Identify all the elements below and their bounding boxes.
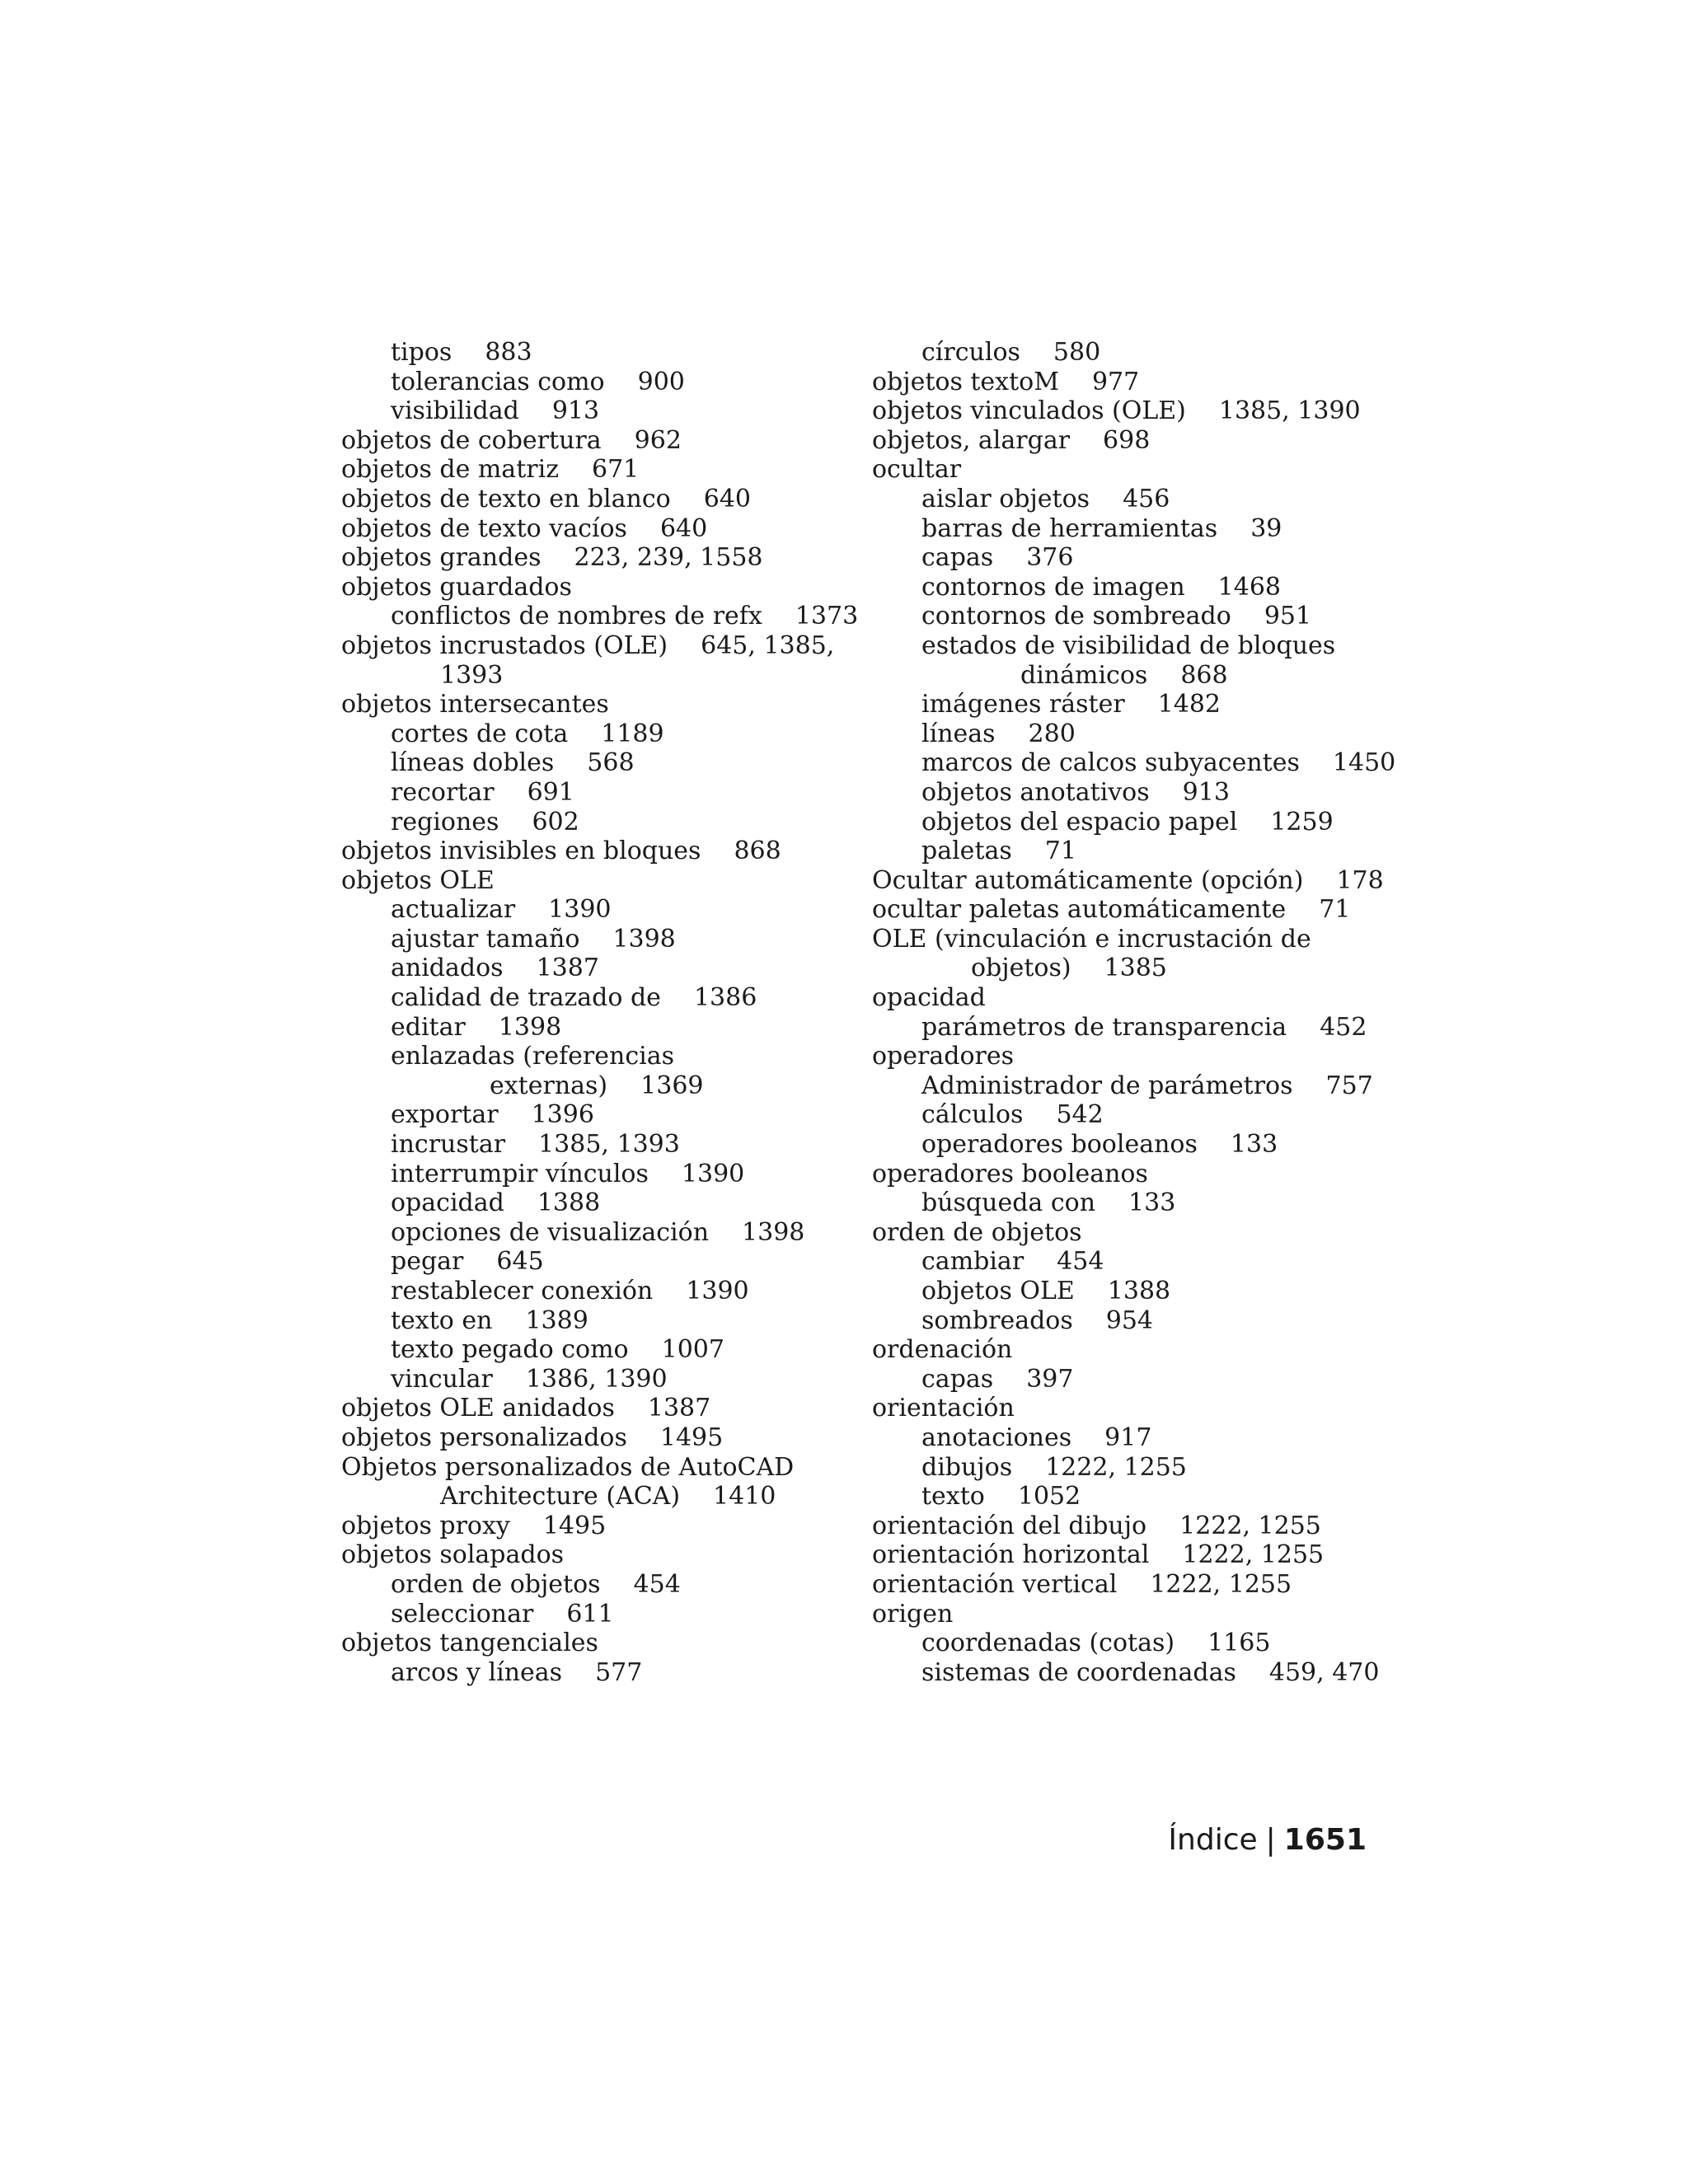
index-page-refs: 951 (1264, 602, 1312, 631)
index-page-refs: 900 (637, 367, 685, 396)
index-subentry (872, 1013, 1383, 1043)
index-page-refs: 1390 (681, 1159, 745, 1188)
index-term: objetos de matriz (341, 455, 559, 485)
index-term: objetos OLE (921, 1277, 1075, 1305)
index-term: barras de herramientas (921, 513, 1218, 543)
index-subentry (341, 808, 852, 837)
index-term: tolerancias como (391, 367, 605, 396)
index-term: objetos intersecantes (341, 690, 609, 719)
index-page-refs: 602 (532, 807, 579, 837)
index-term: parámetros de transparencia (921, 1012, 1287, 1042)
index-entry (872, 1160, 1383, 1189)
index-term: tipos (391, 338, 452, 367)
index-subentry (872, 631, 1383, 661)
index-subentry (341, 925, 852, 954)
index-subentry (872, 1100, 1383, 1130)
index-entry (341, 631, 852, 661)
index-term: objetos personalizados (341, 1422, 627, 1452)
index-term: vincular (391, 1364, 493, 1394)
index-term: objetos invisibles en bloques (341, 837, 701, 866)
index-term: orientación horizontal (872, 1540, 1150, 1570)
index-term: objetos anotativos (921, 777, 1150, 807)
index-page-refs: 691 (527, 777, 574, 807)
index-term: líneas dobles (391, 748, 555, 778)
index-subentry (341, 1247, 852, 1277)
index-page-refs: 577 (595, 1657, 643, 1687)
index-subentry (872, 1482, 1383, 1511)
index-entry (872, 925, 1383, 954)
index-term: editar (391, 1012, 466, 1042)
index-entry (872, 1218, 1383, 1248)
index-page-refs: 917 (1104, 1422, 1152, 1452)
index-term: interrumpir vínculos (391, 1159, 649, 1188)
index-page-refs: 39 (1250, 513, 1282, 543)
index-entry (341, 1482, 852, 1511)
index-entry (341, 1423, 852, 1453)
index-subentry (341, 1130, 852, 1160)
index-page-refs: 178 (1336, 865, 1384, 895)
index-page-refs: 757 (1325, 1071, 1373, 1100)
index-subentry (341, 983, 852, 1013)
index-term: enlazadas (referencias (391, 1042, 675, 1071)
index-term: opciones de visualización (391, 1217, 710, 1247)
index-page-refs: 1398 (742, 1217, 805, 1247)
index-subentry (341, 1218, 852, 1248)
index-subentry (341, 1365, 852, 1394)
index-entry (341, 455, 852, 485)
index-page-refs: 671 (592, 455, 640, 485)
index-term: estados de visibilidad de bloques (921, 630, 1336, 660)
index-page-refs: 1468 (1217, 572, 1282, 602)
index-page-refs: 1189 (601, 719, 664, 748)
index-subentry (872, 573, 1383, 602)
index-term: objetos guardados (341, 572, 572, 602)
index-term: ocultar (872, 455, 962, 485)
index-term: objetos) (971, 954, 1071, 983)
index-page-refs: 1495 (542, 1511, 607, 1540)
index-page-refs: 1165 (1207, 1629, 1271, 1658)
index-subentry (872, 1277, 1383, 1306)
index-subentry (872, 837, 1383, 866)
index-term: dinámicos (1020, 660, 1148, 690)
index-subentry (341, 1013, 852, 1043)
index-term: Ocultar automáticamente (opción) (872, 865, 1304, 895)
index-term: aislar objetos (921, 484, 1090, 513)
index-subentry (341, 396, 852, 426)
index-page-refs: 1396 (531, 1100, 594, 1130)
index-term: cambiar (921, 1247, 1025, 1277)
index-page-refs: 977 (1091, 367, 1140, 396)
index-subentry (872, 338, 1383, 368)
index-subentry (341, 1160, 852, 1189)
index-term: objetos de texto en blanco (341, 484, 671, 513)
index-subentry (872, 808, 1383, 837)
index-term: seleccionar (391, 1599, 534, 1629)
index-term: recortar (391, 777, 495, 807)
index-subentry (872, 1453, 1383, 1483)
index-page-refs: 454 (1057, 1247, 1104, 1277)
index-entry (872, 1570, 1383, 1600)
index-term: objetos de texto vacíos (341, 513, 627, 543)
index-term: objetos, alargar (872, 425, 1071, 455)
index-term: objetos solapados (341, 1540, 565, 1570)
index-entry (872, 455, 1383, 485)
index-page-refs: 1386, 1390 (525, 1364, 668, 1394)
index-entry (872, 1042, 1383, 1071)
index-term: sistemas de coordenadas (921, 1657, 1236, 1687)
index-subentry (872, 1306, 1383, 1336)
index-entry (341, 514, 852, 544)
index-subentry (341, 1335, 852, 1365)
index-term: líneas (921, 719, 996, 748)
index-term: objetos OLE (341, 865, 495, 895)
index-term: búsqueda con (921, 1188, 1096, 1218)
index-page-refs: 133 (1230, 1130, 1278, 1160)
index-term: opacidad (872, 983, 986, 1013)
index-page-refs: 1259 (1270, 807, 1334, 837)
index-term: sombreados (921, 1305, 1073, 1335)
index-subentry (341, 1277, 852, 1306)
index-page-refs: 1410 (713, 1482, 776, 1511)
index-subentry (872, 1188, 1383, 1218)
index-page-refs: 1222, 1255 (1179, 1511, 1321, 1540)
index-entry (341, 573, 852, 602)
index-column-left (341, 338, 859, 1687)
index-entry (872, 1600, 1383, 1629)
index-term: objetos tangenciales (341, 1629, 598, 1658)
index-entry (872, 954, 1383, 983)
index-subentry (872, 661, 1383, 691)
index-term: dibujos (921, 1452, 1013, 1482)
index-page-refs: 71 (1319, 895, 1351, 925)
index-term: capas (921, 543, 994, 573)
index-page-refs: 1385, 1390 (1218, 396, 1361, 426)
index-term: orientación (872, 1394, 1015, 1423)
index-page-refs: 1495 (659, 1422, 724, 1452)
index-term: objetos textoM (872, 367, 1059, 396)
index-term: externas) (490, 1071, 608, 1100)
index-subentry (872, 1365, 1383, 1394)
index-entry (872, 983, 1383, 1013)
index-page-refs: 962 (634, 425, 682, 455)
index-entry (341, 837, 852, 866)
index-subentry (872, 1658, 1383, 1688)
index-subentry (872, 602, 1383, 631)
index-subentry (341, 338, 852, 368)
index-term: arcos y líneas (391, 1657, 563, 1687)
index-column-right (872, 338, 1396, 1687)
index-term: contornos de imagen (921, 572, 1185, 602)
index-term: ocultar paletas automáticamente (872, 895, 1287, 925)
index-entry (872, 426, 1383, 456)
index-term: objetos grandes (341, 543, 542, 573)
index-subentry (341, 748, 852, 778)
index-term: visibilidad (391, 396, 519, 426)
index-subentry (872, 1130, 1383, 1160)
index-term: orden de objetos (391, 1569, 601, 1599)
index-term: orientación vertical (872, 1569, 1118, 1599)
index-term: OLE (vinculación e incrustación de (872, 924, 1311, 954)
index-subentry (341, 1188, 852, 1218)
index-term: cálculos (921, 1100, 1024, 1130)
index-term: calidad de trazado de (391, 983, 661, 1013)
index-page-refs: 1387 (647, 1394, 711, 1423)
index-page-refs: 868 (734, 837, 781, 866)
index-entry (341, 866, 852, 896)
index-subentry (872, 719, 1383, 749)
index-page-refs: 954 (1105, 1305, 1154, 1335)
index-entry (341, 1453, 852, 1483)
index-term: marcos de calcos subyacentes (921, 748, 1300, 778)
index-entry (341, 543, 852, 573)
index-page-refs: 1482 (1157, 690, 1221, 719)
index-page-refs: 883 (485, 338, 532, 367)
index-subentry (872, 748, 1396, 778)
index-subentry (872, 514, 1383, 544)
index-entry (872, 895, 1383, 925)
index-page-refs: 1386 (693, 983, 757, 1013)
index-term: paletas (921, 837, 1012, 866)
index-page-refs: 280 (1028, 719, 1076, 748)
index-entry (872, 396, 1383, 426)
index-page-refs: 1222, 1255 (1150, 1569, 1292, 1599)
index-term: restablecer conexión (391, 1277, 654, 1305)
index-subentry (872, 1629, 1383, 1658)
index-entry (872, 866, 1383, 896)
index-term: opacidad (391, 1188, 504, 1218)
index-page-refs: 640 (659, 513, 708, 543)
index-subentry (341, 1306, 852, 1336)
index-page-refs: 1373 (795, 602, 859, 631)
index-subentry (341, 895, 852, 925)
index-subentry (341, 1570, 852, 1600)
index-page-refs: 454 (633, 1569, 681, 1599)
index-term: Objetos personalizados de AutoCAD (341, 1452, 795, 1482)
index-term: objetos del espacio papel (921, 807, 1238, 837)
index-page-refs: 1387 (536, 954, 599, 983)
index-term: anotaciones (921, 1422, 1072, 1452)
index-term: coordenadas (cotas) (921, 1629, 1175, 1658)
index-term: operadores booleanos (921, 1130, 1198, 1160)
index-subentry (341, 954, 852, 983)
index-subentry (341, 368, 852, 397)
index-page-refs: 1222, 1255 (1182, 1540, 1325, 1570)
index-term: orientación del dibujo (872, 1511, 1147, 1540)
index-term: objetos proxy (341, 1511, 510, 1540)
index-subentry (872, 690, 1383, 719)
index-entry (872, 1335, 1383, 1365)
index-page-refs: 459, 470 (1268, 1657, 1380, 1687)
index-term: ajustar tamaño (391, 924, 580, 954)
index-entry (872, 368, 1383, 397)
index-term: anidados (391, 954, 504, 983)
index-entry (341, 661, 852, 691)
index-page-refs: 1388 (1107, 1277, 1171, 1305)
index-term: texto en (391, 1305, 493, 1335)
index-subentry (341, 719, 852, 749)
index-term: operadores booleanos (872, 1159, 1148, 1188)
index-term: texto (921, 1482, 985, 1511)
index-page-refs: 611 (566, 1599, 614, 1629)
index-term: objetos vinculados (OLE) (872, 396, 1186, 426)
index-term: texto pegado como (391, 1335, 629, 1365)
index-term: imágenes ráster (921, 690, 1125, 719)
index-term: actualizar (391, 895, 516, 925)
index-entry (341, 1394, 852, 1423)
index-term: conflictos de nombres de refx (391, 602, 762, 631)
index-page-refs: 1388 (537, 1188, 601, 1218)
index-subentry (341, 1071, 852, 1101)
index-page-refs: 1393 (440, 660, 504, 690)
index-page-refs: 1222, 1255 (1045, 1452, 1187, 1482)
index-term: incrustar (391, 1130, 506, 1160)
index-term: capas (921, 1364, 994, 1394)
index-page-refs: 645, 1385, (701, 630, 835, 660)
index-page-refs: 1398 (498, 1012, 562, 1042)
index-page-refs: 580 (1053, 338, 1101, 367)
index-subentry (341, 778, 852, 808)
index-page-refs: 456 (1123, 484, 1170, 513)
index-subentry (341, 1042, 852, 1071)
index-term: orden de objetos (872, 1217, 1082, 1247)
index-subentry (872, 1247, 1383, 1277)
index-entry (341, 690, 852, 719)
index-page-refs: 223, 239, 1558 (574, 543, 763, 573)
index-entry (341, 426, 852, 456)
index-term: círculos (921, 338, 1020, 367)
index-entry (872, 1540, 1383, 1570)
index-term: ordenación (872, 1335, 1013, 1365)
index-term: contornos de sombreado (921, 602, 1231, 631)
index-term: regiones (391, 807, 499, 837)
index-entry (341, 1629, 852, 1658)
index-subentry (341, 1600, 852, 1629)
index-page-refs: 1007 (661, 1335, 724, 1365)
index-page-refs: 71 (1044, 837, 1076, 866)
index-subentry (872, 1071, 1383, 1101)
index-term: objetos OLE anidados (341, 1394, 615, 1423)
index-term: exportar (391, 1100, 499, 1130)
index-page-refs: 1389 (525, 1305, 588, 1335)
index-page-refs: 1450 (1332, 748, 1396, 778)
page-number: 1651 (1283, 1823, 1367, 1857)
index-page-refs: 568 (587, 748, 635, 778)
index-subentry (341, 1100, 852, 1130)
index-page-refs: 133 (1128, 1188, 1176, 1218)
index-page-refs: 913 (551, 396, 600, 426)
index-subentry (341, 1658, 852, 1688)
index-page-refs: 452 (1320, 1012, 1367, 1042)
index-page-refs: 542 (1056, 1100, 1104, 1130)
footer-section-title: Índice (1168, 1823, 1258, 1857)
index-page-refs: 1398 (612, 924, 676, 954)
index-term: pegar (391, 1247, 464, 1277)
index-page-refs: 1385 (1104, 954, 1167, 983)
index-page-refs: 868 (1180, 660, 1228, 690)
index-page-refs: 397 (1026, 1364, 1074, 1394)
index-page-refs: 698 (1103, 425, 1151, 455)
index-page-refs: 1390 (686, 1277, 749, 1305)
index-entry (872, 1511, 1383, 1541)
index-page-refs: 913 (1182, 777, 1230, 807)
index-term: origen (872, 1599, 954, 1629)
index-page-refs: 1052 (1017, 1482, 1081, 1511)
index-subentry (341, 602, 859, 631)
index-term: objetos de cobertura (341, 425, 602, 455)
index-subentry (872, 485, 1383, 514)
index-page-refs: 640 (703, 484, 751, 513)
index-term: objetos incrustados (OLE) (341, 630, 668, 660)
index-subentry (872, 778, 1383, 808)
index-entry (341, 1511, 852, 1541)
index-term: operadores (872, 1042, 1015, 1071)
index-page-refs: 645 (496, 1247, 544, 1277)
index-page-refs: 376 (1026, 543, 1074, 573)
index-entry (341, 1540, 852, 1570)
index-entry (872, 1394, 1383, 1423)
index-page-refs: 1369 (640, 1071, 704, 1100)
index-term: cortes de cota (391, 719, 569, 748)
footer-separator: | (1265, 1823, 1276, 1857)
index-subentry (872, 1423, 1383, 1453)
page-footer (1168, 1823, 1367, 1857)
index-entry (341, 485, 852, 514)
index-term: Architecture (ACA) (440, 1482, 681, 1511)
index-page-refs: 1385, 1393 (538, 1130, 680, 1160)
index-subentry (872, 543, 1383, 573)
index-term: Administrador de parámetros (921, 1071, 1293, 1100)
index-page-refs: 1390 (548, 895, 612, 925)
